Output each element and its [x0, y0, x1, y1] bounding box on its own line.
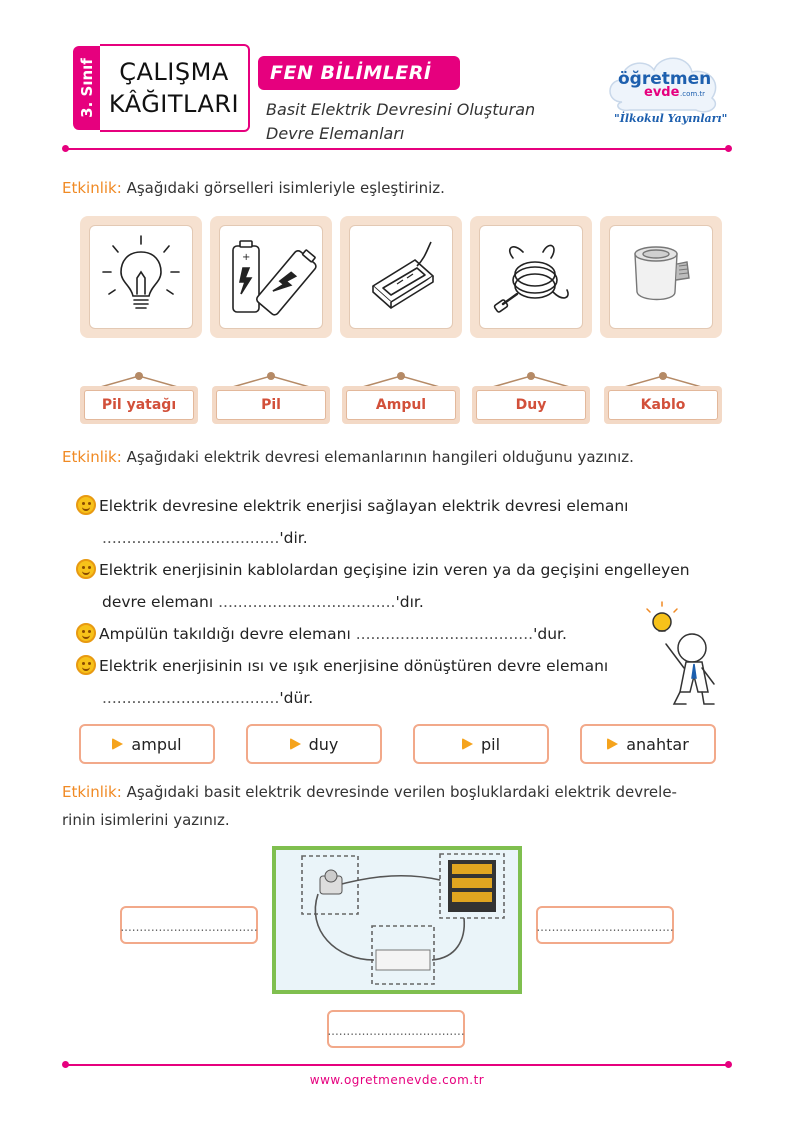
image-card-battery-holder — [340, 216, 462, 338]
footer-rule — [66, 1064, 728, 1066]
circuit-diagram-icon — [276, 850, 518, 990]
publisher-logo — [600, 44, 730, 130]
arrow-right-icon — [607, 738, 618, 750]
answer-box-right[interactable] — [536, 906, 674, 944]
activity-2-instruction — [62, 446, 634, 468]
sign-text: Pil yatağı — [84, 390, 194, 420]
footer-url[interactable]: www.ogretmenevde.com.tr — [309, 1073, 485, 1087]
label-sign — [342, 372, 460, 424]
sign-text: Kablo — [608, 390, 718, 420]
answer-blank[interactable]: .................................... — [218, 593, 396, 611]
cloud-logo-icon — [600, 44, 730, 130]
logo-brand-2: evde — [644, 85, 680, 100]
chip-label: duy — [308, 734, 339, 754]
logo-brand: öğretmen — [618, 69, 712, 89]
question-suffix: 'dır. — [395, 593, 424, 611]
svg-text:+: + — [242, 252, 251, 263]
label-sign — [604, 372, 722, 424]
logo-domain: .com.tr — [680, 90, 706, 98]
answer-box-bottom[interactable] — [327, 1010, 465, 1048]
question-text: Ampülün takıldığı devre elemanı — [99, 625, 351, 643]
title-line-1: ÇALIŞMA — [119, 58, 229, 86]
question-3 — [76, 622, 567, 646]
rule-dot-right — [725, 1061, 732, 1068]
sign-text: Pil — [216, 390, 326, 420]
arrow-right-icon — [112, 738, 123, 750]
word-chip-ampul[interactable] — [79, 724, 215, 764]
image-card-cable — [470, 216, 592, 338]
battery-holder-icon — [353, 232, 449, 322]
answer-blank[interactable]: .................................... — [102, 689, 280, 707]
activity-label: Etkinlik: — [62, 783, 122, 801]
answer-blank[interactable]: .................................... — [355, 625, 534, 643]
activity-label: Etkinlik: — [62, 448, 122, 466]
grade-label: 3. Sınıf — [78, 58, 96, 118]
answer-box-left[interactable] — [120, 906, 258, 944]
question-2 — [76, 558, 690, 614]
question-text: Elektrik enerjisinin kablolardan geçişine izin veren ya da geçişini engelleyen — [99, 561, 690, 579]
battery-icon — [223, 232, 319, 322]
activity-text: Aşağıdaki görselleri isimleriyle eşleştiriniz. — [126, 179, 445, 197]
label-sign — [80, 372, 198, 424]
smiley-icon — [76, 623, 96, 643]
arrow-right-icon — [290, 738, 301, 750]
label-sign — [212, 372, 330, 424]
activity-text: rinin isimlerini yazınız. — [62, 811, 230, 829]
activity-text: Aşağıdaki elektrik devresi elemanlarının hangileri olduğunu yazınız. — [126, 448, 634, 466]
question-1 — [76, 494, 628, 550]
logo-tagline: "İlkokul Yayınları" — [614, 112, 728, 125]
circuit-image — [272, 846, 522, 994]
activity-3-instruction — [62, 778, 677, 834]
smiley-icon — [76, 559, 96, 579]
sign-text: Ampul — [346, 390, 456, 420]
title-line-2: KÂĞITLARI — [108, 90, 240, 118]
subject-badge — [258, 56, 460, 90]
chip-label: anahtar — [626, 734, 689, 754]
question-4 — [76, 654, 608, 710]
subtitle-line-2: Devre Elemanları — [266, 124, 405, 143]
cable-icon — [483, 232, 579, 322]
rule-dot-right — [725, 145, 732, 152]
question-suffix: 'dur. — [533, 625, 567, 643]
worksheet-title — [100, 44, 250, 132]
arrow-right-icon — [462, 738, 473, 750]
worksheet-subtitle — [266, 98, 596, 146]
answer-blank: .................................... — [536, 920, 674, 934]
grade-tab — [73, 46, 101, 130]
answer-blank: .................................... — [120, 920, 258, 934]
lightbulb-mascot-icon — [640, 600, 730, 712]
subtitle-line-1: Basit Elektrik Devresini Oluşturan — [266, 100, 536, 119]
subject-label: FEN BİLİMLERİ — [270, 62, 432, 84]
question-suffix: 'dir. — [279, 529, 308, 547]
bulb-icon — [93, 232, 189, 322]
chip-label: ampul — [131, 734, 182, 754]
question-text: Elektrik devresine elektrik enerjisi sağlayan elektrik devresi elemanı — [99, 497, 629, 515]
answer-blank: .................................... — [327, 1024, 465, 1038]
label-sign — [472, 372, 590, 424]
image-card-battery — [210, 216, 332, 338]
chip-label: pil — [480, 734, 501, 754]
question-text: devre elemanı — [102, 593, 214, 611]
activity-text: Aşağıdaki basit elektrik devresinde verilen boşluklardaki elektrik devrele- — [126, 783, 677, 801]
image-card-socket — [600, 216, 722, 338]
socket-icon — [613, 232, 709, 322]
activity-1-instruction — [62, 177, 445, 199]
image-card-bulb — [80, 216, 202, 338]
word-chip-pil[interactable] — [413, 724, 549, 764]
header-rule — [66, 148, 728, 150]
sign-text: Duy — [476, 390, 586, 420]
question-suffix: 'dür. — [279, 689, 314, 707]
smiley-icon — [76, 655, 96, 675]
answer-blank[interactable]: .................................... — [102, 529, 280, 547]
word-chip-anahtar[interactable] — [580, 724, 716, 764]
question-text: Elektrik enerjisinin ısı ve ışık enerjisine dönüştüren devre elemanı — [99, 657, 609, 675]
word-chip-duy[interactable] — [246, 724, 382, 764]
activity-label: Etkinlik: — [62, 179, 122, 197]
smiley-icon — [76, 495, 96, 515]
